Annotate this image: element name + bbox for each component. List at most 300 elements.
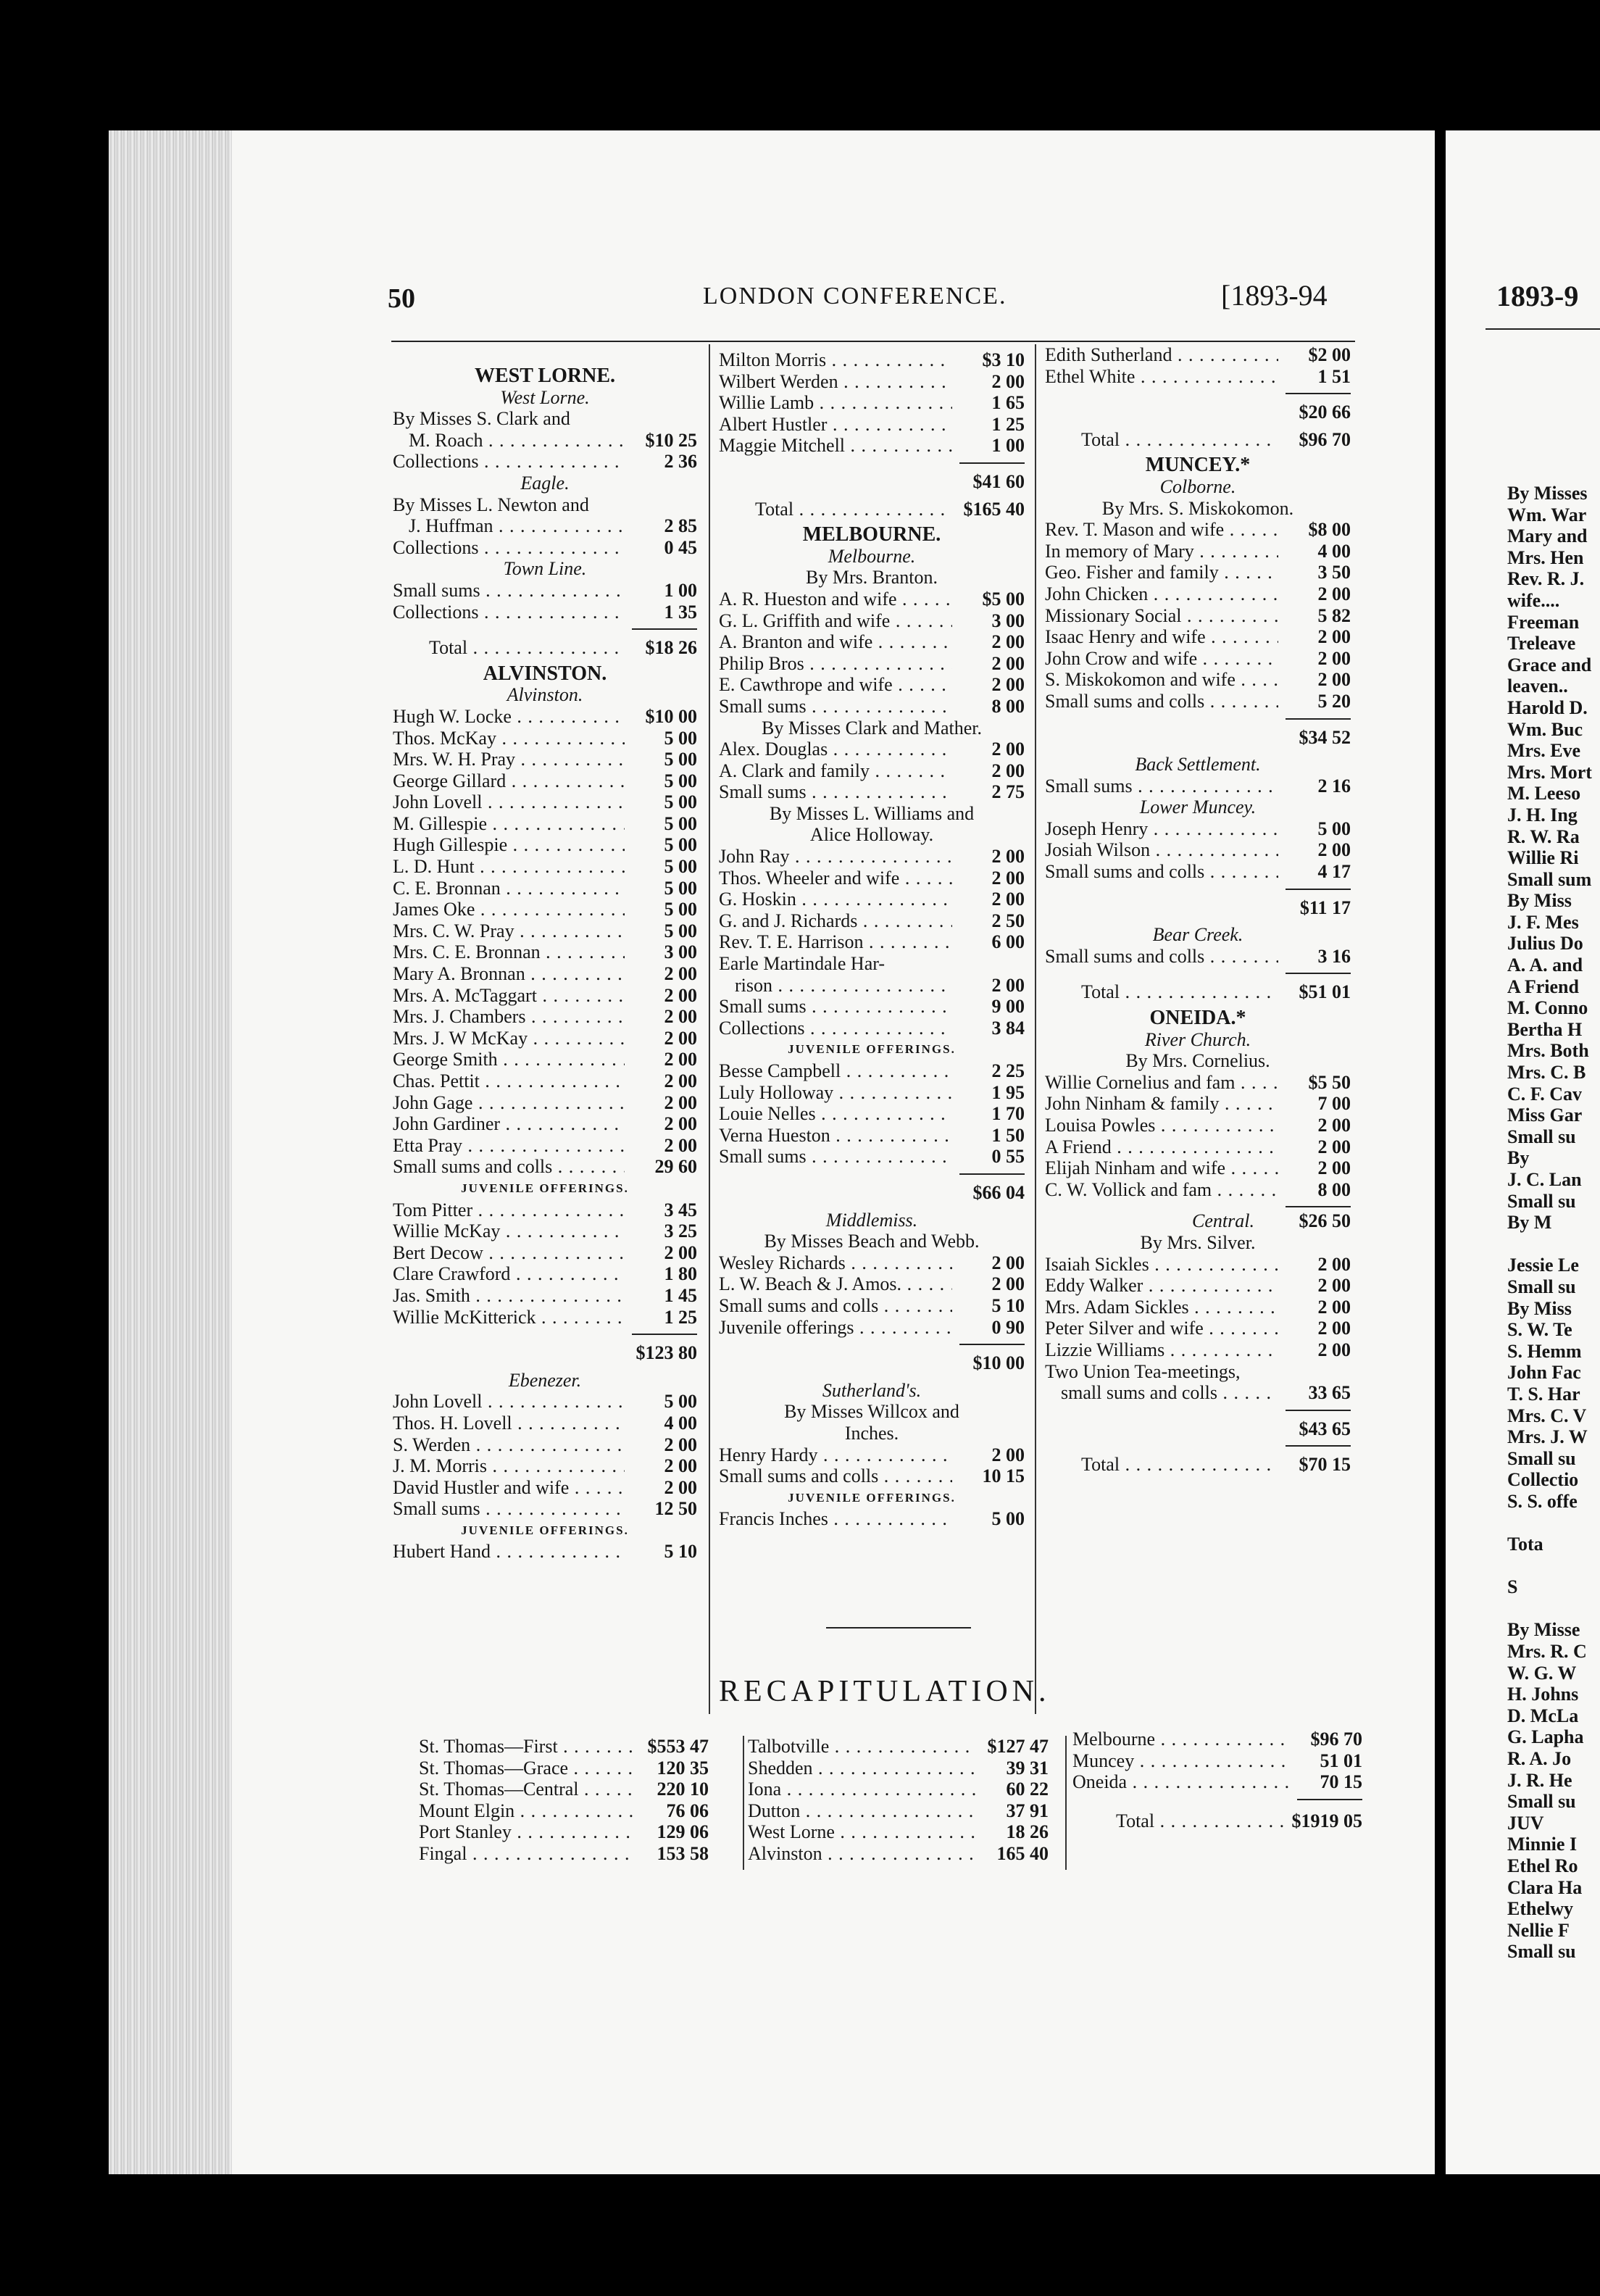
entry-amount: 3 00 [991,610,1025,631]
contribution-row [1045,648,1351,670]
entry-amount: 2 00 [991,760,1025,781]
contribution-row-wrapped [1045,1361,1351,1383]
contribution-row [719,414,1025,436]
facing-line: By [1507,1147,1530,1169]
facing-year: 1893-9 [1496,280,1579,312]
entry-name: E. Cawthrope and wife . . . [719,674,952,696]
contribution-row [1045,1339,1351,1361]
entry-name: Eddy Walker . . . [1045,1275,1278,1297]
entry-name: Hugh W. Locke . . . [393,706,625,728]
entry-name: By Misses S. Clark and [393,408,570,430]
entry-amount: 2 00 [991,1273,1025,1295]
facing-line: Ethelwy [1507,1898,1573,1920]
facing-line [1507,1234,1600,1255]
entry-amount: 2 00 [1317,1157,1351,1179]
recap-row [748,1800,1049,1822]
contribution-row [393,770,697,792]
recap-row [419,1800,709,1822]
contribution-row [1045,626,1351,648]
header-rule [391,341,1355,342]
entry-amount: 120 35 [657,1757,709,1779]
entry-name: St. Thomas—Grace . . . [419,1758,636,1779]
subtotal-row [393,1342,697,1364]
entry-name: Bert Decow . . . [393,1242,625,1264]
entry-amount: 2 00 [664,1113,697,1135]
contribution-row [719,588,1025,610]
entry-amount: 2 00 [664,1134,697,1156]
entry-amount: 1 70 [991,1103,1025,1125]
entry-amount: 3 00 [664,941,697,963]
entry-amount [625,494,697,516]
contribution-row [719,371,1025,393]
facing-line: Treleave [1507,633,1576,654]
facing-line: Wm. Buc [1507,718,1583,740]
entry-amount: 2 00 [664,963,697,985]
entry-name: J. Huffman . . . [409,515,625,537]
entry-amount: 1 50 [991,1124,1025,1146]
entry-amount: 5 00 [991,1508,1025,1530]
contribution-row [1045,1179,1351,1201]
contribution-row [1045,861,1351,883]
subtotal-row [1045,897,1351,919]
contribution-row-wrapped [393,494,697,516]
contribution-row [393,706,697,728]
column-west-lorne-alvinston [393,361,697,1563]
contribution-row [393,1028,697,1049]
contribution-row [719,1018,1025,1039]
entry-name: Mrs. J. Chambers . . . [393,1006,625,1028]
entry-amount: $127 47 [987,1736,1049,1757]
contribution-row [1045,1115,1351,1136]
facing-line: JUV [1507,1812,1544,1834]
entry-name: Henry Hardy . . . [719,1444,952,1466]
place-subheading: Central. [1192,1210,1254,1232]
facing-line: Nellie F [1507,1919,1570,1941]
entry-name: Iona . . . [748,1779,976,1800]
facing-line: J. F. Mes [1507,911,1579,933]
entry-amount: 2 00 [1317,1318,1351,1339]
facing-line: Ethel Ro [1507,1855,1578,1876]
recap-total-rule [1297,1799,1362,1803]
entry-name: Mrs. J. W McKay . . . [393,1028,625,1049]
entry-name: C. E. Bronnan . . . [393,878,625,899]
entry-name: Louie Nelles . . . [719,1103,952,1125]
contribution-row [393,1413,697,1434]
entry-name: Alvinston . . . [748,1843,976,1865]
entry-amount: 18 26 [1006,1821,1049,1843]
entry-amount: 76 06 [666,1800,709,1821]
entry-name: Ethel White . . . [1045,366,1278,388]
entry-name: Rev. T. E. Harrison . . . [719,931,952,953]
facing-line: leaven.. [1507,675,1568,697]
subtotal-rule [1286,973,1351,977]
entry-name: Port Stanley . . . [419,1821,636,1843]
entry-name: Etta Pray . . . [393,1135,625,1157]
subtotal-row [1045,727,1351,749]
entry-amount: 1 95 [991,1081,1025,1103]
entry-name: Small sums and colls . . . [1045,861,1278,883]
contribution-row [393,813,697,835]
contribution-row [1045,1275,1351,1297]
facing-line: By Misse [1507,1619,1580,1641]
contribution-row-wrapped [719,953,1025,975]
section-heading: ALVINSTON. [483,662,607,685]
entry-amount: $3 10 [982,349,1025,370]
entry-name: John Gage . . . [393,1092,625,1114]
contribution-row [393,451,697,473]
subtotal-amount: $26 50 [1299,1210,1351,1232]
entry-amount: $5 00 [982,588,1025,610]
place-subheading: Back Settlement. [1135,754,1261,775]
entry-name: Collections . . . [393,602,625,623]
contribution-row [1045,1093,1351,1115]
contribution-row [719,1082,1025,1104]
entry-amount: $10 25 [645,429,697,451]
entry-name: A. Clark and family . . . [719,760,952,782]
entry-amount: 2 75 [991,781,1025,803]
facing-column [1507,483,1600,1963]
contribution-row [1045,562,1351,583]
entry-name: Hubert Hand . . . [393,1541,625,1563]
entry-name: John Lovell . . . [393,791,625,813]
entry-name: Muncey . . . [1072,1750,1290,1772]
contribution-row [393,749,697,770]
entry-name: Dutton . . . [748,1800,976,1822]
entry-amount: 3 16 [1317,945,1351,967]
entry-amount: 1 65 [991,392,1025,414]
facing-line: A. A. and [1507,954,1583,976]
contribution-row [393,1434,697,1456]
entry-amount: 2 00 [664,1049,697,1070]
facing-line: Mrs. Eve [1507,740,1581,762]
collector-line: Alice Holloway. [809,824,934,846]
entry-amount: $553 47 [647,1736,709,1757]
facing-line: M. Conno [1507,997,1588,1019]
contribution-row [393,1391,697,1413]
entry-name: Josiah Wilson . . . [1045,839,1278,861]
entry-amount: 220 10 [657,1779,709,1800]
entry-name: G. Hoskin . . . [719,889,952,910]
entry-amount: 4 00 [664,1412,697,1434]
contribution-row [719,631,1025,653]
subtotal-rule [1286,1445,1351,1449]
contribution-row [1045,1318,1351,1339]
contribution-row [719,610,1025,632]
facing-line: Small su [1507,1276,1576,1297]
facing-line: D. McLa [1507,1705,1579,1726]
contribution-row [393,899,697,920]
facing-line: Mrs. J. W [1507,1426,1588,1448]
entry-amount: 2 00 [1317,583,1351,604]
contribution-row [1045,344,1351,366]
entry-name: Maggie Mitchell . . . [719,435,952,457]
entry-name: John Chicken . . . [1045,583,1278,605]
entry-name: G. L. Griffith and wife . . . [719,610,952,632]
entry-name: Melbourne . . . [1072,1729,1290,1750]
contribution-row [393,1242,697,1264]
entry-amount: 12 50 [654,1498,697,1520]
page-number: 50 [388,283,415,314]
entry-name: Willie Lamb . . . [719,392,952,414]
entry-name: Philip Bros . . . [719,653,952,675]
recap-row [419,1843,709,1865]
recap-total-row [1072,1810,1362,1832]
recap-column-2 [748,1736,1049,1865]
entry-amount: 5 00 [664,770,697,791]
subtotal-amount: $66 04 [972,1181,1025,1203]
entry-name: Francis Inches . . . [719,1508,952,1530]
entry-amount: 2 00 [664,1091,697,1113]
entry-amount: 5 10 [991,1294,1025,1316]
contribution-row [719,1508,1025,1530]
facing-line: Grace and [1507,654,1592,675]
entry-name: John Ray . . . [719,846,952,868]
entry-amount: 2 00 [1317,1339,1351,1360]
entry-name: Besse Campbell . . . [719,1060,952,1082]
facing-line: Bertha H [1507,1018,1583,1040]
subtotal-amount: $34 52 [1299,726,1351,748]
entry-name: George Smith . . . [393,1049,625,1070]
entry-amount: 2 00 [1317,1136,1351,1157]
entry-name: Peter Silver and wife . . . [1045,1318,1278,1339]
entry-name: James Oke . . . [393,899,625,920]
contribution-row [393,580,697,602]
facing-line: R. A. Jo [1507,1748,1572,1770]
contribution-row [393,985,697,1007]
entry-amount: $51 01 [1299,981,1351,1003]
column-muncey-oneida [1045,344,1351,1480]
entry-name: Isaac Henry and wife . . . [1045,626,1278,648]
contribution-row [719,889,1025,910]
contribution-row [719,349,1025,371]
collector-line: By Misses Clark and Mather. [761,717,983,739]
facing-line: Mrs. C. V [1507,1405,1587,1426]
facing-line: Freeman [1507,611,1580,633]
entry-name: Small sums . . . [719,696,952,718]
facing-line: Small sum [1507,868,1592,890]
entry-name: Total . . . [1045,429,1278,451]
contribution-row [719,1295,1025,1317]
contribution-row [393,834,697,856]
entry-amount: 5 00 [664,791,697,813]
place-subheading: Ebenezer. [508,1369,582,1391]
entry-amount: $96 70 [1310,1729,1362,1750]
facing-line: S [1507,1576,1518,1598]
contribution-row [719,392,1025,414]
entry-name: Shedden . . . [748,1758,976,1779]
contribution-row [719,1317,1025,1339]
contribution-row [393,941,697,963]
recap-row [748,1736,1049,1758]
entry-name: small sums and colls . . . [1061,1382,1278,1404]
recap-total-amount: $1919 05 [1291,1810,1362,1831]
facing-line: Minnie I [1507,1834,1578,1855]
entry-name: G. and J. Richards . . . [719,910,952,932]
entry-name: Clare Crawford . . . [393,1263,625,1285]
entry-name: Mary A. Bronnan . . . [393,963,625,985]
entry-name: L. W. Beach & J. Amos. . . . [719,1273,952,1295]
contribution-row [393,1220,697,1242]
entry-name: St. Thomas—Central . . . [419,1779,636,1800]
contribution-row [719,846,1025,868]
contribution-row [1045,1157,1351,1179]
entry-amount: 5 00 [664,727,697,749]
place-subheading: Melbourne. [828,545,916,567]
facing-line: J. C. Lan [1507,1169,1582,1190]
facing-line: Willie Ri [1507,847,1579,869]
entry-name: Wilbert Werden . . . [719,371,952,393]
contribution-row [393,1199,697,1221]
entry-amount: 33 65 [1308,1382,1351,1404]
entry-name: Joseph Henry . . . [1045,818,1278,840]
entry-amount: 39 31 [1006,1757,1049,1779]
facing-page-fragment [1446,130,1600,2174]
entry-amount: 2 00 [991,867,1025,889]
entry-name: Total . . . [393,637,625,659]
subtotal-row [719,1352,1025,1374]
collector-line: By Mrs. S. Miskokomon. [1101,497,1294,519]
facing-line: C. F. Cav [1507,1083,1583,1105]
contribution-row [719,1060,1025,1082]
entry-name: Milton Morris . . . [719,349,952,371]
contribution-row [393,1135,697,1157]
place-subheading: Eagle. [520,472,570,494]
entry-amount: $96 70 [1299,428,1351,450]
entry-amount: 29 60 [654,1156,697,1178]
subtotal-amount: $20 66 [1299,402,1351,423]
entry-name: Hugh Gillespie . . . [393,834,625,856]
entry-name: In memory of Mary . . . [1045,541,1278,562]
entry-name: Mrs. Adam Sickles . . . [1045,1297,1278,1318]
entry-amount: 5 82 [1317,604,1351,626]
contribution-row [1045,1072,1351,1094]
contribution-row [393,430,697,452]
entry-name: S. Miskokomon and wife . . . [1045,669,1278,691]
entry-amount: 5 20 [1317,690,1351,712]
juvenile-offerings-label: JUVENILE OFFERINGS. [788,1490,956,1505]
contribution-row [719,1252,1025,1274]
entry-name: rison . . . [735,975,952,997]
facing-line: Mary and [1507,525,1588,547]
entry-name: L. D. Hunt . . . [393,856,625,878]
collector-line: By Misses Beach and Webb. [764,1231,980,1252]
entry-name: West Lorne . . . [748,1821,976,1843]
entry-name: Wesley Richards . . . [719,1252,952,1274]
section-heading: MUNCEY.* [1145,454,1251,477]
contribution-row [393,1006,697,1028]
entry-amount: 2 85 [664,515,697,537]
entry-amount: 2 00 [991,631,1025,653]
contribution-row [393,920,697,942]
entry-amount: 5 10 [664,1541,697,1563]
recap-row [419,1758,709,1779]
entry-amount: 2 00 [1317,1253,1351,1275]
entry-name: Albert Hustler . . . [719,414,952,436]
entry-name: Willie McKitterick . . . [393,1307,625,1328]
entry-name: Jas. Smith . . . [393,1285,625,1307]
entry-amount: 5 00 [664,812,697,834]
section-heading: MELBOURNE. [802,523,941,546]
entry-name: Thos. McKay . . . [393,728,625,749]
contribution-row [719,975,1025,997]
entry-name: Mrs. C. E. Bronnan . . . [393,941,625,963]
entry-name: C. W. Vollick and fam . . . [1045,1179,1278,1201]
place-subheading: Bear Creek. [1152,924,1243,946]
entry-amount: 5 00 [664,899,697,920]
subtotal-row [719,471,1025,493]
place-subheading: West Lorne. [500,386,590,408]
entry-name: Verna Hueston . . . [719,1125,952,1147]
subtotal-rule [632,1334,697,1338]
facing-line: Mrs. Both [1507,1040,1589,1062]
recap-column-3 [1072,1729,1362,1831]
entry-name: Willie Cornelius and fam . . . [1045,1072,1278,1094]
subtotal-rule [959,462,1025,467]
contribution-row [719,696,1025,718]
entry-amount: 3 84 [991,1017,1025,1039]
facing-line: Wm. War [1507,504,1587,525]
entry-amount: 5 00 [664,1391,697,1413]
collector-line: By Mrs. Cornelius. [1125,1050,1270,1072]
entry-amount: 5 00 [664,749,697,770]
facing-line: Miss Gar [1507,1105,1583,1126]
entry-amount: 2 00 [1317,1296,1351,1318]
contribution-row [719,868,1025,889]
entry-amount: 2 00 [664,1455,697,1477]
entry-amount: 2 16 [1317,775,1351,796]
entry-name: Small sums and colls . . . [1045,946,1278,968]
place-subheading: Town Line. [503,558,587,580]
contribution-row [719,1444,1025,1466]
entry-name: Willie McKay . . . [393,1220,625,1242]
entry-amount: 1 51 [1317,365,1351,387]
entry-name: Mrs. W. H. Pray . . . [393,749,625,770]
recap-row [748,1779,1049,1800]
entry-amount: 2 00 [991,889,1025,910]
contribution-row [1045,366,1351,388]
entry-amount: 2 00 [1317,626,1351,648]
entry-amount: 10 15 [982,1465,1025,1487]
facing-line: Small su [1507,1941,1576,1963]
facing-header-rule [1486,328,1600,330]
section-heading: ONEIDA.* [1149,1007,1246,1030]
place-subheading: Lower Muncey. [1139,796,1257,818]
entry-name: St. Thomas—First . . . [419,1736,636,1758]
entry-amount: 1 00 [991,435,1025,457]
facing-line: Small su [1507,1791,1576,1813]
page-50 [232,130,1435,2174]
facing-line: R. W. Ra [1507,825,1580,847]
place-subheading: Middlemiss. [825,1209,918,1231]
collector-line: By Mrs. Silver. [1140,1231,1256,1253]
entry-amount: 3 45 [664,1199,697,1220]
facing-line: T. S. Har [1507,1383,1580,1405]
contribution-row [719,1273,1025,1295]
entry-amount: 1 45 [664,1284,697,1306]
entry-amount: 3 25 [664,1220,697,1242]
entry-amount: 2 00 [664,1434,697,1455]
book-page-edges [109,130,248,2174]
facing-line: By Misses [1507,483,1588,504]
contribution-row [719,1103,1025,1125]
entry-name: M. Gillespie . . . [393,813,625,835]
entry-amount: 5 00 [664,834,697,856]
facing-line: A Friend [1507,976,1579,997]
entry-name: Total . . . [1045,1454,1278,1476]
facing-line: Small su [1507,1190,1576,1212]
facing-line: S. S. offe [1507,1490,1578,1512]
contribution-row [719,674,1025,696]
